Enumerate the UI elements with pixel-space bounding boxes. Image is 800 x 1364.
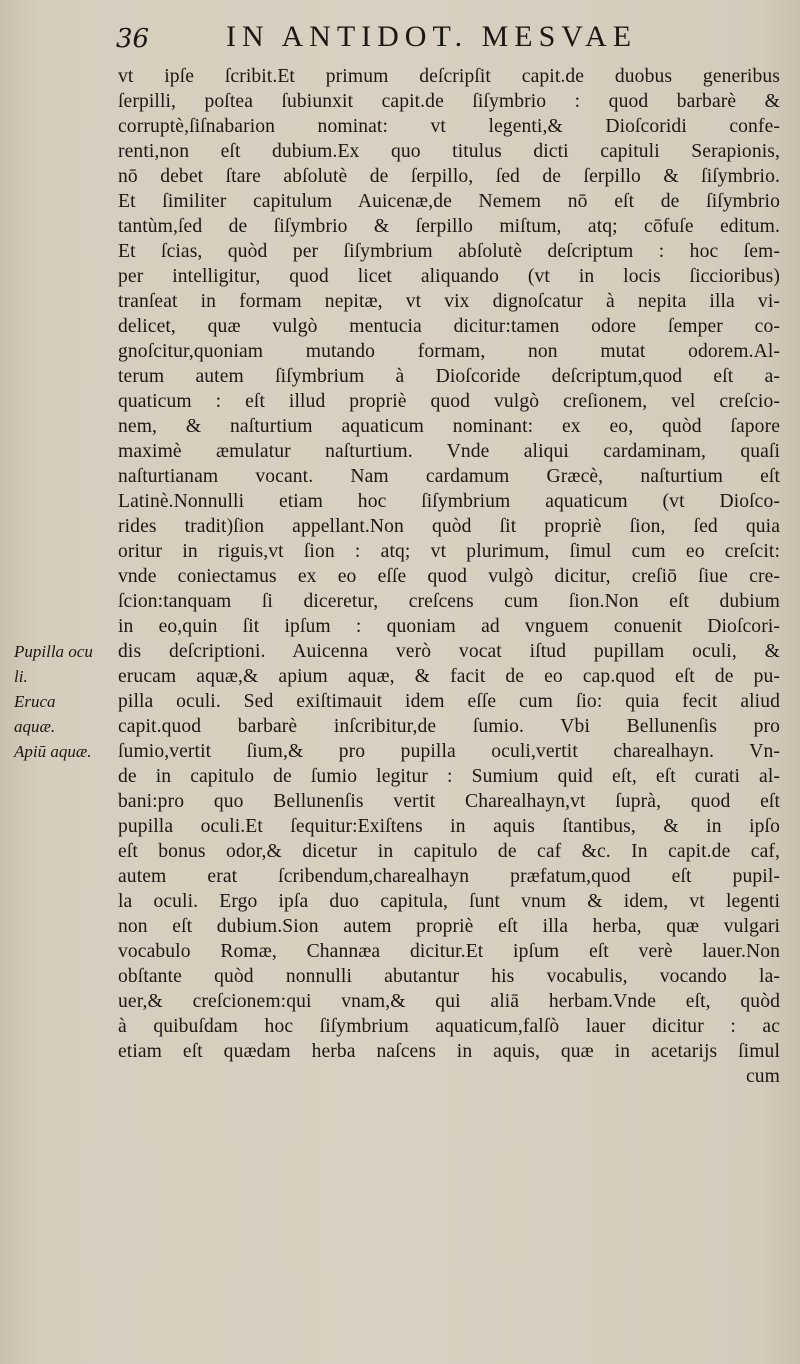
text-line: autem erat ſcribendum,charealhayn præfatum,quod eſt pupil- [118,866,780,887]
text-line: eſt bonus odor,& dicetur in capitulo de caf &c. In capit.de caf, [118,841,780,862]
text-line: capit.quod barbarè inſcribitur,de ſumio. Vbi Bellunenſis pro [118,716,780,737]
margin-note: Apiū aquæ. [14,742,92,761]
text-line: nō debet ſtare abſolutè de ſerpillo, ſed de ſerpillo & ſiſymbrio. [118,166,780,187]
text-line: pupilla oculi.Et ſequitur:Exiſtens in aquis ſtantibus, & in ipſo [118,816,780,837]
text-line: la oculi. Ergo ipſa duo capitula, ſunt vnum & idem, vt legenti [118,891,780,912]
text-line: maximè æmulatur naſturtium. Vnde aliqui cardaminam, quaſi [118,441,780,462]
text-line: in eo,quin ſit ipſum : quoniam ad vnguem conuenit Dioſcori- [118,616,780,637]
page-number: 36 [116,24,150,54]
text-line: rides tradit)ſion appellant.Non quòd ſit propriè ſion, ſed quia [118,516,780,537]
text-line: oritur in riguis,vt ſion : atq; vt plurimum, ſimul cum eo creſcit: [118,541,780,562]
body-text [118,64,780,1089]
text-line: etiam eſt quædam herba naſcens in aquis, quæ in acetarijs ſimul [118,1041,780,1062]
text-line: gnoſcitur,quoniam mutando formam, non mutat odorem.Al- [118,341,780,362]
text-line: vt ipſe ſcribit.Et primum deſcripſit capit.de duobus generibus [118,66,780,87]
text-line: ſumio,vertit ſium,& pro pupilla oculi,vertit charealhayn. Vn- [118,741,780,762]
text-line: terum autem ſiſymbrium à Dioſcoride deſcriptum,quod eſt a- [118,366,780,387]
text-line: quaticum : eſt illud propriè quod vulgò creſionem, vel creſcio- [118,391,780,412]
text-line: erucam aquæ,& apium aquæ, & facit de eo cap.quod eſt de pu- [118,666,780,687]
text-line: corruptè,ſiſnabarion nominat: vt legenti,& Dioſcoridi confe- [118,116,780,137]
text-line: non eſt dubium.Sion autem propriè eſt illa herba, quæ vulgari [118,916,780,937]
text-line: ſerpilli, poſtea ſubiunxit capit.de ſiſymbrio : quod barbarè & [118,91,780,112]
text-line: vocabulo Romæ, Channæa dicitur.Et ipſum eſt verè lauer.Non [118,941,780,962]
text-line: Latinè.Nonnulli etiam hoc ſiſymbrium aquaticum (vt Dioſco- [118,491,780,512]
margin-note: aquæ. [14,717,56,736]
text-line: ſcion:tanquam ſi diceretur, creſcens cum ſion.Non eſt dubium [118,591,780,612]
text-line: renti,non eſt dubium.Ex quo titulus dicti capituli Serapionis, [118,141,780,162]
text-line: à quibuſdam hoc ſiſymbrium aquaticum,falſò lauer dicitur : ac [118,1016,780,1037]
text-line: pilla oculi. Sed exiſtimauit idem eſſe cum ſio: quia fecit aliud [118,691,780,712]
text-line: dis deſcriptioni. Auicenna verò vocat iſtud pupillam oculi, & [118,641,780,662]
text-line: tranſeat in formam nepitæ, vt vix dignoſcatur à nepita illa vi- [118,291,780,312]
margin-note: li. [14,667,28,686]
text-line: de in capitulo de ſumio legitur : Sumium quid eſt, eſt curati al- [118,766,780,787]
margin-note: Pupilla ocu [14,642,93,661]
text-line: per intelligitur, quod licet aliquando (vt in locis ſiccioribus) [118,266,780,287]
text-line: vnde coniectamus ex eo eſſe quod vulgò dicitur, creſiō ſiue cre- [118,566,780,587]
text-line: cum [745,1066,780,1087]
running-head: IN ANTIDOT. MESVAE [226,20,638,53]
text-line: delicet, quæ vulgò mentucia dicitur:tamen odore ſemper co- [118,316,780,337]
text-line: tantùm,ſed de ſiſymbrio & ſerpillo miſtum, atq; cōfuſe editum. [118,216,780,237]
margin-note: Eruca [14,692,56,711]
text-line: nem, & naſturtium aquaticum nominant: ex eo, quòd ſapore [118,416,780,437]
text-line: Et ſcias, quòd per ſiſymbrium abſolutè deſcriptum : hoc ſem- [118,241,780,262]
text-line: bani:pro quo Bellunenſis vertit Charealhayn,vt ſuprà, quod eſt [118,791,780,812]
page-header [0,18,800,62]
text-line: Et ſimiliter capitulum Auicenæ,de Nemem nō eſt de ſiſymbrio [118,191,780,212]
text-line: obſtante quòd nonnulli abutantur his vocabulis, vocando la- [118,966,780,987]
text-line: naſturtianam vocant. Nam cardamum Græcè, naſturtium eſt [118,466,780,487]
text-line: uer,& creſcionem:qui vnam,& qui aliā herbam.Vnde eſt, quòd [118,991,780,1012]
